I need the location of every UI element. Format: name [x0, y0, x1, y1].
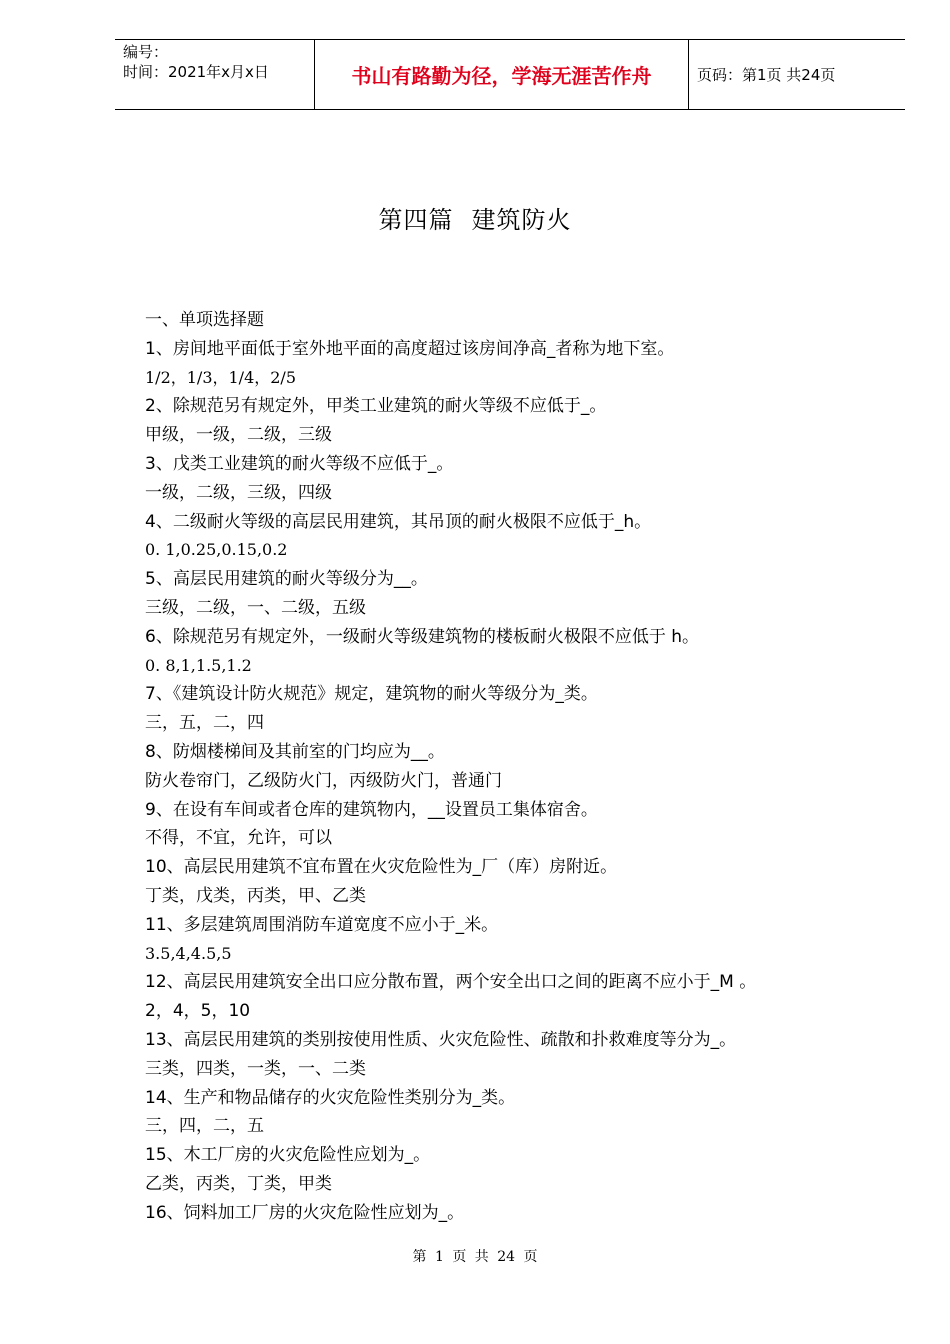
section-heading: 一、单项选择题 [145, 310, 264, 330]
question-line: 9、在设有车间或者仓库的建筑物内，__设置员工集体宿舍。 [145, 799, 598, 820]
options-line: 三类，四类，一类，一、二类 [145, 1058, 366, 1079]
options-line: 甲级，一级，二级，三级 [145, 425, 332, 446]
header-meta [115, 40, 315, 109]
footer-total-pages: 24 [497, 1249, 516, 1265]
options-line: 1/2，1/3，1/4，2/5 [145, 367, 297, 387]
document-title [0, 200, 950, 235]
footer-ye: 页 [452, 1249, 467, 1265]
options-line: 一级，二级，三级，四级 [145, 482, 332, 503]
options-line: 0. 8,1,1.5,1.2 [145, 655, 252, 675]
options-line: 3.5,4,4.5,5 [145, 943, 232, 963]
question-line: 7、《建筑设计防火规范》规定，建筑物的耐火等级分为_类。 [145, 684, 598, 705]
question-line: 16、饲料加工厂房的火灾危险性应划为_。 [145, 1202, 465, 1223]
question-line: 5、高层民用建筑的耐火等级分为__。 [145, 569, 428, 590]
options-line: 丁类，戊类，丙类，甲、乙类 [145, 885, 366, 906]
time-label: 时间：2021年x月x日 [123, 63, 269, 81]
question-line: 2、除规范另有规定外，甲类工业建筑的耐火等级不应低于_。 [145, 396, 607, 417]
question-line: 4、二级耐火等级的高层民用建筑，其吊顶的耐火极限不应低于_h。 [145, 511, 652, 532]
footer-ye2: 页 [523, 1249, 538, 1265]
page-header [115, 39, 905, 110]
page-footer [0, 1246, 950, 1266]
options-line: 三，四，二，五 [145, 1116, 264, 1137]
question-line: 15、木工厂房的火灾危险性应划为_。 [145, 1145, 431, 1166]
options-line: 2，4，5，10 [145, 1001, 251, 1022]
question-line: 6、除规范另有规定外，一级耐火等级建筑物的楼板耐火极限不应低于 h。 [145, 626, 699, 647]
question-line: 12、高层民用建筑安全出口应分散布置，两个安全出口之间的距离不应小于_M 。 [145, 972, 757, 993]
question-line: 10、高层民用建筑不宜布置在火灾危险性为_厂（库）房附近。 [145, 857, 618, 878]
options-line: 防火卷帘门，乙级防火门，丙级防火门，普通门 [145, 770, 502, 791]
question-line: 11、多层建筑周围消防车道宽度不应小于_米。 [145, 914, 499, 935]
options-line: 不得，不宜，允许，可以 [145, 828, 332, 849]
title-part-2: 建筑防火 [471, 206, 572, 234]
header-page-info: 页码：第1页 共24页 [697, 66, 836, 84]
question-line: 8、防烟楼梯间及其前室的门均应为__。 [145, 741, 445, 762]
header-motto: 书山有路勤为径，学海无涯苦作舟 [315, 40, 689, 109]
footer-page-number: 1 [434, 1249, 444, 1265]
question-line: 13、高层民用建筑的类别按使用性质、火灾危险性、疏散和扑救难度等分为_。 [145, 1029, 737, 1050]
question-line: 1、房间地平面低于室外地平面的高度超过该房间净高_者称为地下室。 [145, 338, 675, 359]
options-line: 0. 1,0.25,0.15,0.2 [145, 540, 288, 560]
question-line: 3、戊类工业建筑的耐火等级不应低于_。 [145, 453, 454, 474]
question-line: 14、生产和物品储存的火灾危险性类别分为_类。 [145, 1087, 516, 1108]
serial-label: 编号： [123, 43, 169, 61]
question-body [145, 306, 865, 1228]
options-line: 乙类，丙类，丁类，甲类 [145, 1173, 332, 1194]
footer-di: 第 [412, 1249, 427, 1265]
options-line: 三，五，二，四 [145, 713, 264, 734]
footer-gong: 共 [474, 1249, 489, 1265]
options-line: 三级，二级，一、二级，五级 [145, 597, 366, 618]
title-part-1: 第四篇 [378, 206, 454, 234]
